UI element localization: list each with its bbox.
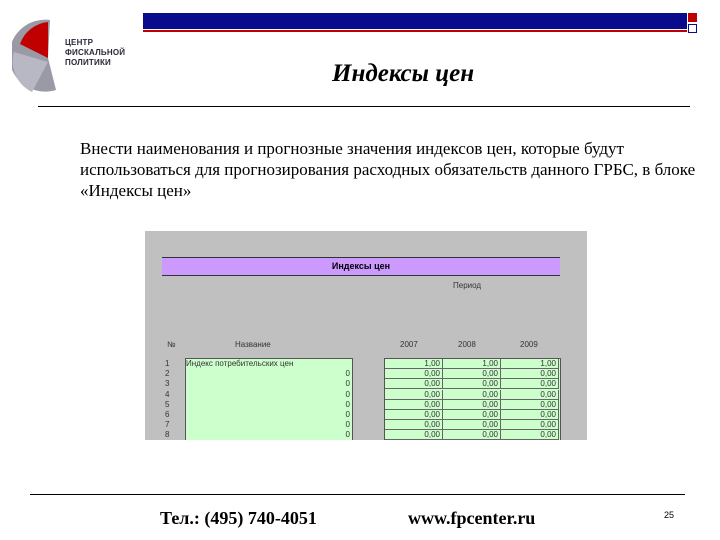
- row-number: 6: [165, 410, 170, 419]
- center-logo: [12, 18, 137, 98]
- sheet-period-label: Период: [453, 281, 482, 290]
- logo-wordmark: [65, 38, 125, 68]
- col-head-2009: 2009: [520, 340, 538, 349]
- row-name: [186, 410, 310, 420]
- cell-2007[interactable]: 0,00: [385, 369, 443, 379]
- col-head-2008: 2008: [458, 340, 476, 349]
- cell-2009[interactable]: 0,00: [501, 379, 559, 389]
- col-head-number: №: [167, 340, 176, 349]
- cell-2007[interactable]: 0,00: [385, 379, 443, 389]
- row-number: 7: [165, 420, 170, 430]
- row-value: 0: [345, 369, 350, 379]
- cell-2008[interactable]: 0,00: [443, 369, 501, 379]
- row-number: 3: [165, 379, 170, 389]
- cell-2008[interactable]: 0,00: [443, 379, 501, 389]
- sheet-border-bottom: [162, 275, 560, 276]
- row-number: 2: [165, 369, 170, 379]
- decor-square-outline: [688, 24, 697, 33]
- row-name: [186, 400, 310, 410]
- footer-website[interactable]: www.fpcenter.ru: [408, 508, 536, 528]
- cell-2008[interactable]: 0,00: [443, 390, 501, 400]
- logo-line-3: ПОЛИТИКИ: [65, 58, 112, 67]
- cell-2009[interactable]: 1,00: [501, 359, 559, 369]
- logo-line-2: ФИСКАЛЬНОЙ: [65, 48, 126, 57]
- sheet-header: Индексы цен: [162, 258, 560, 275]
- row-value: 0: [345, 410, 350, 419]
- row-number: 8: [165, 430, 170, 440]
- spreadsheet-screenshot: [145, 231, 587, 440]
- cell-2007[interactable]: 0,00: [385, 400, 443, 410]
- top-decor-bar: [143, 13, 687, 29]
- cell-2007[interactable]: 0,00: [385, 430, 443, 440]
- cell-2009[interactable]: 0,00: [501, 430, 559, 440]
- row-value: 0: [345, 399, 350, 409]
- page-number: 25: [664, 510, 675, 520]
- footer-divider: [30, 494, 685, 495]
- row-name: Индекс потребительских цен: [186, 359, 294, 368]
- row-number: 1: [165, 359, 170, 368]
- row-name: [186, 430, 310, 440]
- row-value: [310, 359, 350, 369]
- cell-2008[interactable]: 0,00: [443, 430, 501, 440]
- row-value: 0: [345, 379, 350, 389]
- row-value: 0: [345, 389, 350, 399]
- row-name: [186, 379, 310, 389]
- col-head-name: Название: [235, 340, 271, 349]
- title-divider: [38, 106, 690, 107]
- row-name: [186, 390, 310, 400]
- cell-2007[interactable]: 0,00: [385, 410, 443, 420]
- cell-2007[interactable]: 0,00: [385, 420, 443, 430]
- row-number: 4: [165, 389, 170, 399]
- cell-2008[interactable]: 0,00: [443, 420, 501, 430]
- row-value: 0: [345, 420, 350, 430]
- slide-body: Внести наименования и прогнозные значения индексов цен, которые будут использоваться для прогнозирования расходных обязательств данного ГРБС, в блоке «Индексы цен»: [80, 139, 696, 200]
- row-name: [186, 420, 310, 430]
- cell-2008[interactable]: 0,00: [443, 410, 501, 420]
- cell-2007[interactable]: 0,00: [385, 390, 443, 400]
- cell-2009[interactable]: 0,00: [501, 369, 559, 379]
- cell-2007[interactable]: 1,00: [385, 359, 443, 369]
- col-head-2007: 2007: [400, 340, 418, 349]
- top-decor-line: [143, 30, 687, 32]
- cell-2009[interactable]: 0,00: [501, 390, 559, 400]
- cell-2008[interactable]: 1,00: [443, 359, 501, 369]
- logo-line-1: ЦЕНТР: [65, 38, 94, 47]
- row-number: 5: [165, 399, 170, 409]
- cell-2009[interactable]: 0,00: [501, 400, 559, 410]
- cell-2009[interactable]: 0,00: [501, 420, 559, 430]
- cell-2008[interactable]: 0,00: [443, 400, 501, 410]
- logo-mark-icon: [12, 18, 72, 98]
- row-name: [186, 369, 310, 379]
- decor-square-red: [688, 13, 697, 22]
- slide-title: Индексы цен: [332, 60, 475, 87]
- cell-2009[interactable]: 0,00: [501, 410, 559, 420]
- footer-phone: Тел.: (495) 740-4051: [160, 508, 317, 528]
- row-value: 0: [345, 430, 350, 440]
